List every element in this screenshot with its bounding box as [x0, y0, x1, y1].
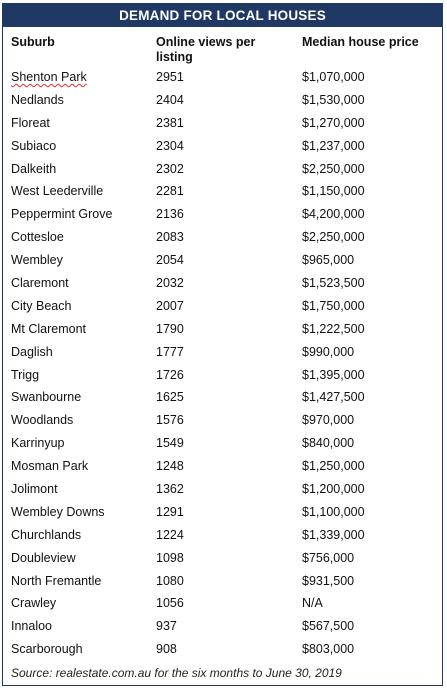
suburb-name: Wembley — [11, 253, 63, 268]
cell-price: $1,237,000 — [302, 138, 365, 153]
cell-suburb — [11, 318, 86, 341]
cell-suburb — [11, 203, 112, 226]
table-row — [3, 570, 442, 593]
table-row — [3, 249, 442, 272]
table-row — [3, 158, 442, 181]
suburb-name: Scarborough — [11, 642, 83, 657]
suburb-name: Jolimont — [11, 482, 58, 497]
cell-suburb — [11, 547, 76, 570]
cell-views: 1625 — [156, 390, 184, 405]
header-price: Median house price — [302, 35, 419, 49]
cell-views: 1056 — [156, 596, 184, 611]
cell-views: 1098 — [156, 550, 184, 565]
cell-suburb — [11, 226, 64, 249]
cell-views: 2136 — [156, 207, 184, 222]
cell-price: $970,000 — [302, 413, 355, 428]
cell-suburb — [11, 295, 71, 318]
cell-price: $840,000 — [302, 436, 355, 451]
cell-views: 1224 — [156, 527, 184, 542]
table-row — [3, 547, 442, 570]
source-note: Source: realestate.com.au for the six months to June 30, 2019 — [11, 666, 342, 680]
cell-suburb — [11, 89, 64, 112]
cell-price: $1,523,500 — [302, 276, 365, 291]
cell-suburb — [11, 409, 73, 432]
table-row — [3, 112, 442, 135]
suburb-name: North Fremantle — [11, 573, 102, 588]
cell-views: 908 — [156, 642, 177, 657]
cell-views: 1549 — [156, 436, 184, 451]
cell-price: $1,530,000 — [302, 92, 365, 107]
cell-price: $1,222,500 — [302, 321, 365, 336]
cell-price: $1,250,000 — [302, 459, 365, 474]
cell-price: $965,000 — [302, 253, 355, 268]
table-row — [3, 203, 442, 226]
suburb-name: Doubleview — [11, 550, 76, 565]
cell-views: 2083 — [156, 230, 184, 245]
suburb-name: Floreat — [11, 115, 50, 130]
cell-views: 2281 — [156, 184, 184, 199]
suburb-name: Mosman Park — [11, 459, 89, 474]
cell-price: $756,000 — [302, 550, 355, 565]
table-body — [3, 66, 442, 661]
cell-price: $1,339,000 — [302, 527, 365, 542]
cell-suburb — [11, 66, 87, 89]
cell-views: 2054 — [156, 253, 184, 268]
cell-views: 2302 — [156, 161, 184, 176]
cell-suburb — [11, 364, 39, 387]
cell-suburb — [11, 455, 88, 478]
table-row — [3, 318, 442, 341]
suburb-name: Trigg — [11, 367, 40, 382]
cell-views: 1248 — [156, 459, 184, 474]
suburb-name: Subiaco — [11, 138, 57, 153]
cell-views: 1790 — [156, 321, 184, 336]
cell-suburb — [11, 501, 105, 524]
suburb-name: Wembley Downs — [11, 504, 105, 519]
cell-price: N/A — [302, 596, 323, 611]
suburb-name: Daglish — [11, 344, 53, 359]
cell-views: 2951 — [156, 70, 184, 84]
suburb-name: Shenton Park — [11, 70, 87, 84]
table-row — [3, 432, 442, 455]
cell-price: $1,150,000 — [302, 184, 365, 199]
cell-suburb — [11, 249, 63, 272]
cell-price: $2,250,000 — [302, 161, 365, 176]
cell-price: $1,200,000 — [302, 482, 365, 497]
cell-price: $1,395,000 — [302, 367, 365, 382]
cell-price: $990,000 — [302, 344, 355, 359]
suburb-name: Karrinyup — [11, 436, 65, 451]
cell-views: 2304 — [156, 138, 184, 153]
table-header — [3, 27, 442, 66]
cell-suburb — [11, 524, 81, 547]
table-row — [3, 226, 442, 249]
cell-suburb — [11, 592, 56, 615]
cell-price: $1,427,500 — [302, 390, 365, 405]
suburb-name: Cottesloe — [11, 230, 64, 245]
cell-views: 2381 — [156, 115, 184, 130]
cell-views: 1080 — [156, 573, 184, 588]
suburb-name: Swanbourne — [11, 390, 82, 405]
cell-views: 1362 — [156, 482, 184, 497]
header-suburb: Suburb — [11, 35, 55, 49]
table-row — [3, 66, 442, 89]
table-row — [3, 615, 442, 638]
suburb-name: Dalkeith — [11, 161, 57, 176]
suburb-name: Woodlands — [11, 413, 74, 428]
cell-price: $2,250,000 — [302, 230, 365, 245]
cell-views: 2007 — [156, 298, 184, 313]
cell-views: 1726 — [156, 367, 184, 382]
cell-views: 2404 — [156, 92, 184, 107]
table-row — [3, 89, 442, 112]
suburb-name: Innaloo — [11, 619, 53, 634]
table-row — [3, 386, 442, 409]
cell-price: $931,500 — [302, 573, 355, 588]
cell-suburb — [11, 386, 81, 409]
table-row — [3, 478, 442, 501]
cell-suburb — [11, 570, 101, 593]
table-row — [3, 364, 442, 387]
table-title: DEMAND FOR LOCAL HOUSES — [3, 4, 442, 27]
suburb-name: Mt Claremont — [11, 321, 87, 336]
cell-suburb — [11, 272, 69, 295]
cell-price: $1,100,000 — [302, 504, 365, 519]
cell-suburb — [11, 638, 83, 661]
cell-views: 1777 — [156, 344, 184, 359]
table-row — [3, 455, 442, 478]
cell-views: 2032 — [156, 276, 184, 291]
cell-price: $567,500 — [302, 619, 355, 634]
cell-suburb — [11, 158, 56, 181]
cell-suburb — [11, 135, 56, 158]
header-views: Online views per listing — [156, 35, 256, 64]
data-table — [2, 3, 443, 686]
table-row — [3, 524, 442, 547]
table-row — [3, 409, 442, 432]
cell-price: $1,070,000 — [302, 70, 365, 84]
suburb-name: Peppermint Grove — [11, 207, 113, 222]
cell-suburb — [11, 341, 53, 364]
cell-views: 937 — [156, 619, 177, 634]
cell-suburb — [11, 180, 103, 203]
table-row — [3, 295, 442, 318]
cell-suburb — [11, 112, 50, 135]
table-row — [3, 638, 442, 661]
table-row — [3, 272, 442, 295]
suburb-name: Nedlands — [11, 92, 64, 107]
table-row — [3, 341, 442, 364]
table-row — [3, 135, 442, 158]
table-row — [3, 501, 442, 524]
suburb-name: Crawley — [11, 596, 57, 611]
cell-price: $4,200,000 — [302, 207, 365, 222]
cell-views: 1291 — [156, 504, 184, 519]
suburb-name: Churchlands — [11, 527, 82, 542]
cell-suburb — [11, 478, 58, 501]
table-row — [3, 592, 442, 615]
table-row — [3, 180, 442, 203]
cell-views: 1576 — [156, 413, 184, 428]
cell-price: $1,270,000 — [302, 115, 365, 130]
suburb-name: West Leederville — [11, 184, 104, 199]
cell-price: $803,000 — [302, 642, 355, 657]
cell-suburb — [11, 615, 52, 638]
suburb-name: Claremont — [11, 276, 69, 291]
cell-price: $1,750,000 — [302, 298, 365, 313]
cell-suburb — [11, 432, 65, 455]
suburb-name: City Beach — [11, 298, 72, 313]
